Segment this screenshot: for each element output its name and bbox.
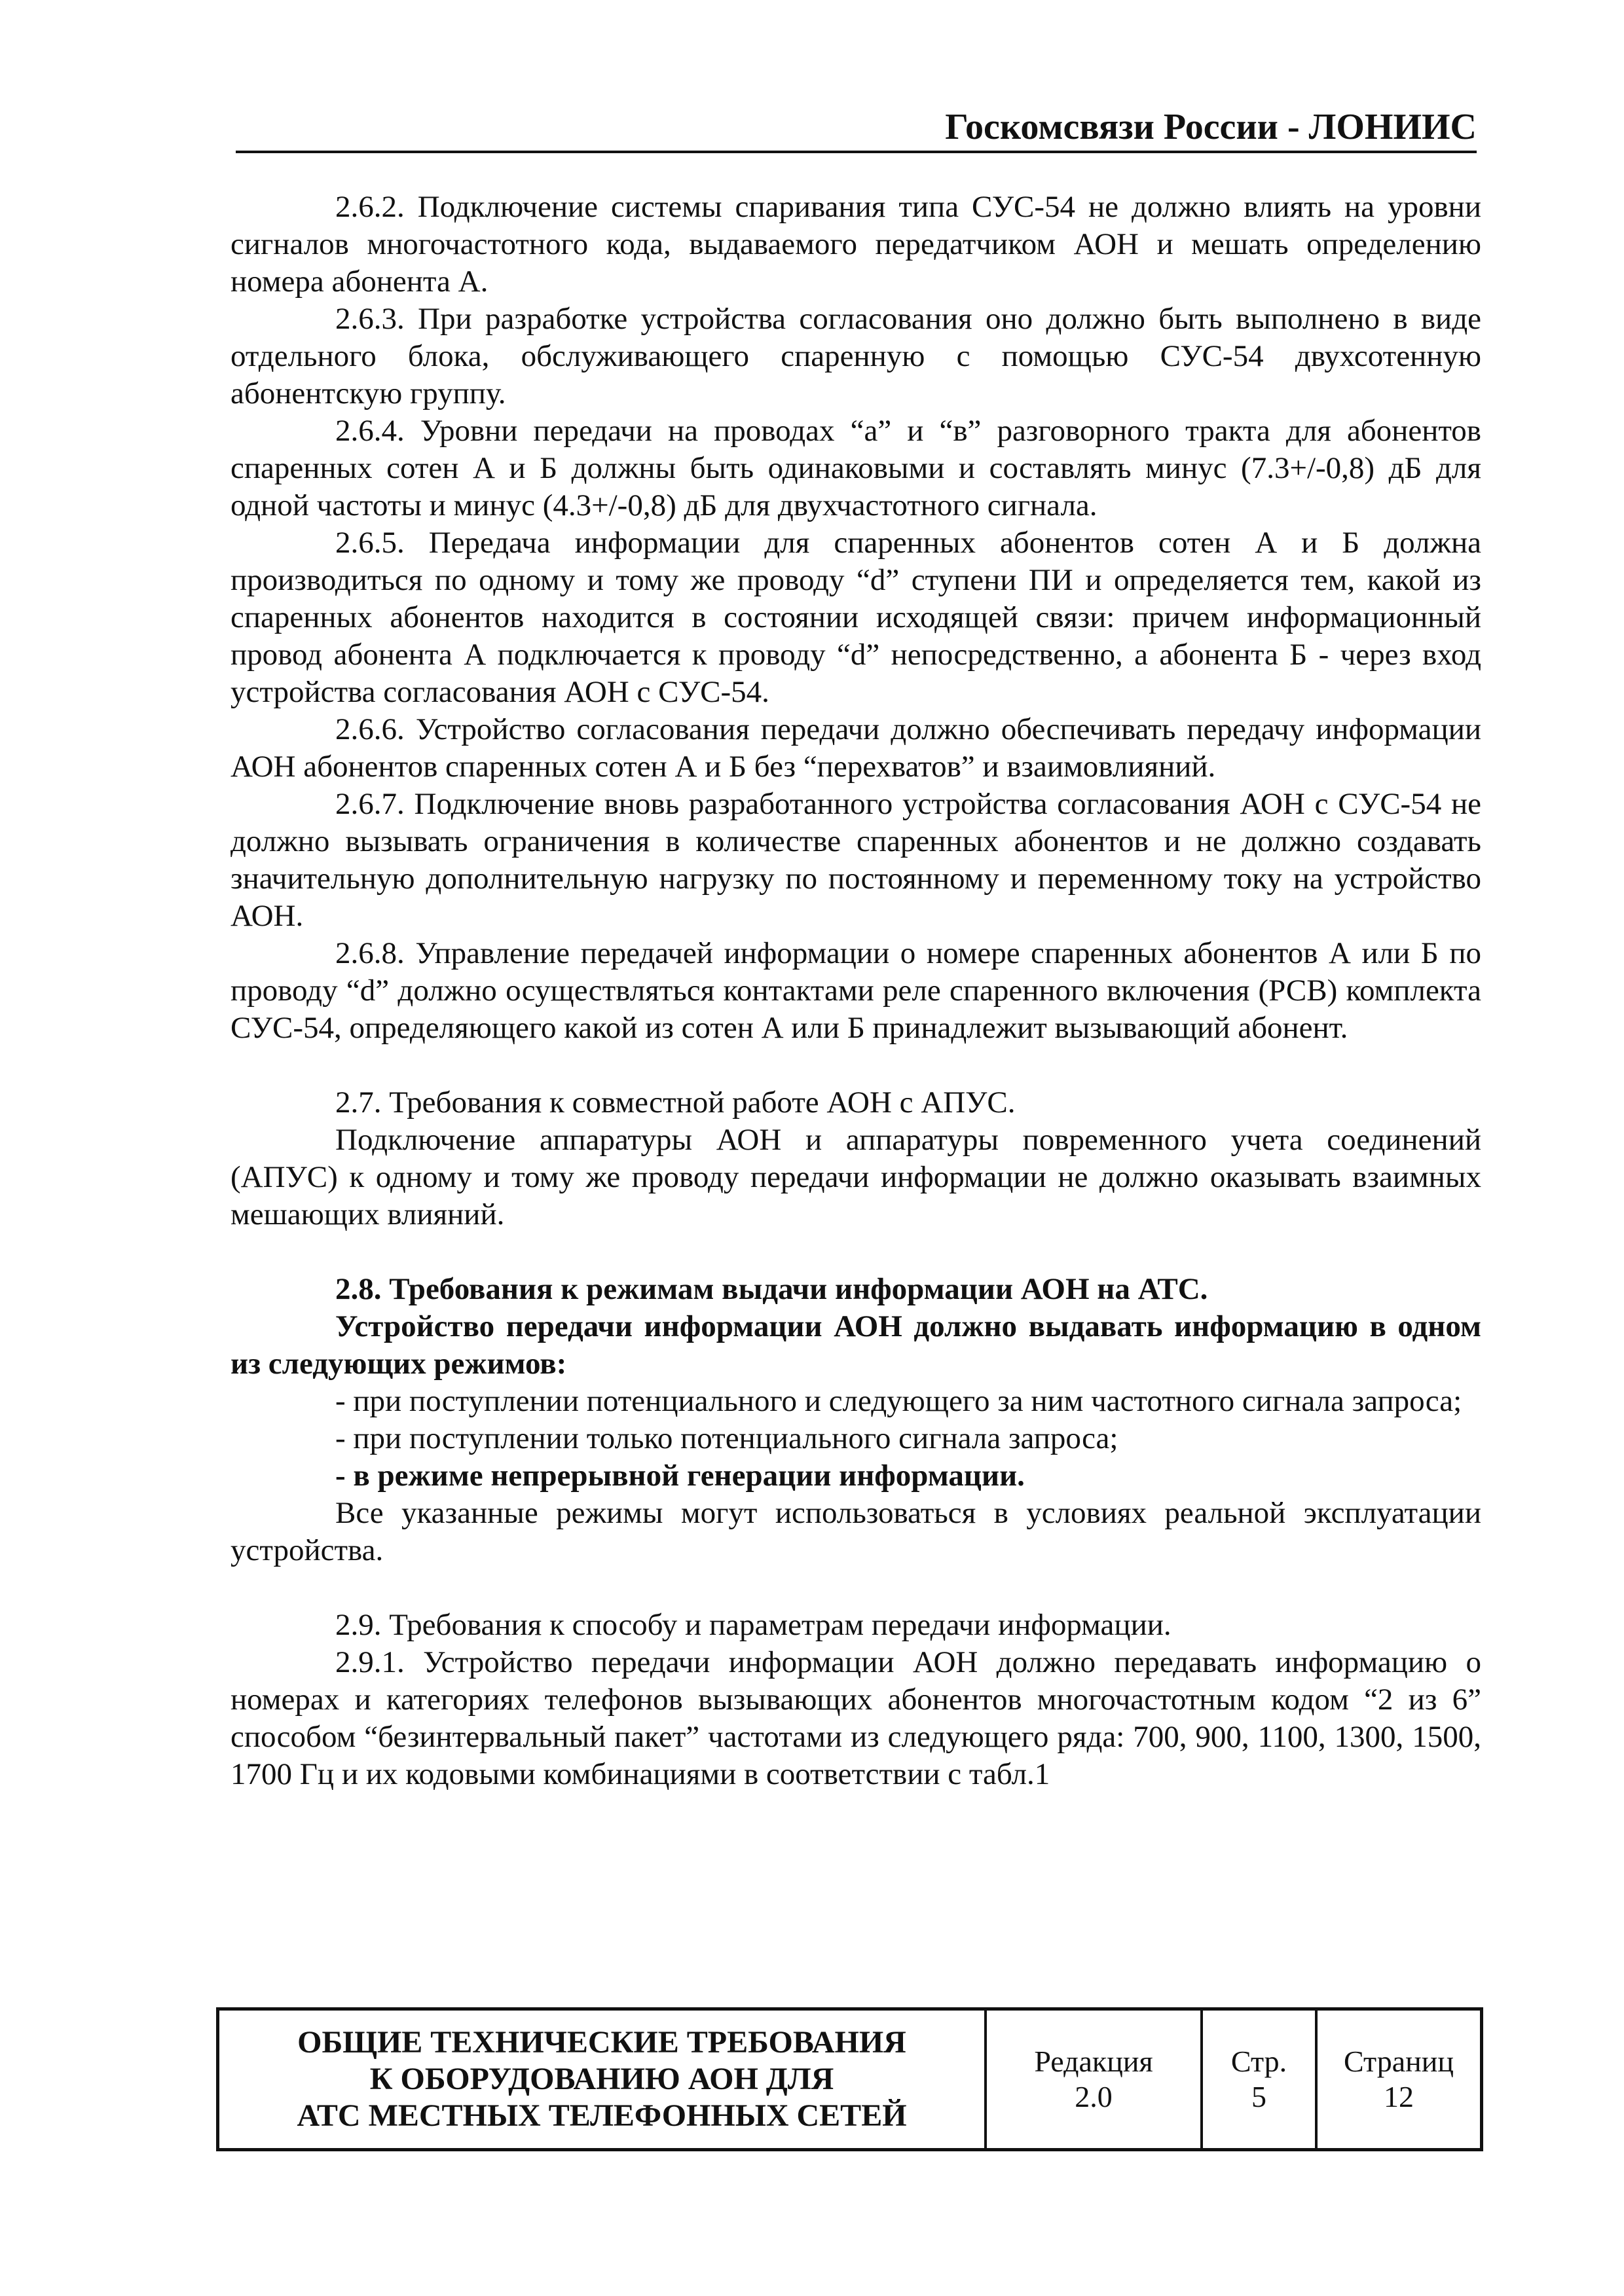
body-paragraph: 2.6.5. Передача информации для спаренных абонентов сотен А и Б должна производиться по одному и тому же проводу “d” ступени ПИ и определяется тем, какой из спаренных абонентов находится в состоянии исходящей связи: причем информационный провод абонента А подключается к проводу “d” непосредственно, а абонента Б - через вход устройства согласования АОН с СУС-54. — [231, 526, 1481, 709]
body-paragraph: 2.6.3. При разработке устройства согласования оно должно быть выполнено в виде отдельного блока, обслуживающего спаренную с помощью СУС-54 двухсотенную абонентскую группу. — [231, 302, 1481, 410]
page-cell — [1202, 2011, 1316, 2148]
document-title-cell — [219, 2011, 986, 2148]
body-paragraph: 2.8. Требования к режимам выдачи информации АОН на АТС. — [335, 1272, 1208, 1306]
document-body — [231, 189, 1481, 1793]
body-paragraph: Все указанные режимы могут использоваться в условиях реальной эксплуатации устройства. — [231, 1496, 1481, 1567]
body-paragraph: - при поступлении только потенциального сигнала запроса; — [335, 1421, 1118, 1455]
edition-value: 2.0 — [1075, 2080, 1113, 2113]
document-title-line-2: К ОБОРУДОВАНИЮ АОН ДЛЯ — [369, 2062, 834, 2096]
page-label: Стр. — [1230, 2045, 1287, 2078]
title-block-table — [219, 2011, 1480, 2148]
paragraph-spacer — [231, 1569, 1481, 1607]
page-number: 5 — [1251, 2080, 1266, 2113]
body-paragraph: 2.6.4. Уровни передачи на проводах “а” и “в” разговорного тракта для абонентов спаренных сотен А и Б должны быть одинаковыми и составлять минус (7.3+/-0,8) дБ для одной частоты и минус (4.3+/-0,8) дБ для двухчастотного сигнала. — [231, 414, 1481, 522]
pages-total: 12 — [1384, 2080, 1414, 2113]
body-paragraph: 2.6.7. Подключение вновь разработанного устройства согласования АОН с СУС-54 не должно вызывать ограничения в количестве спаренных абонентов и не должно создавать значительную дополнительную нагрузку по постоянному и переменному току на устройство АОН. — [231, 787, 1481, 933]
body-paragraph: 2.7. Требования к совместной работе АОН с АПУС. — [335, 1085, 1016, 1120]
paragraph-spacer — [231, 1047, 1481, 1084]
edition-label: Редакция — [1034, 2045, 1153, 2078]
body-paragraph: 2.9.1. Устройство передачи информации АОН должно передавать информацию о номерах и категориях телефонов вызывающих абонентов многочастотным кодом “2 из 6” способом “безинтервальный пакет” частотами из следующего ряда: 700, 900, 1100, 1300, 1500, 1700 Гц и их кодовыми комбинациями в соответствии с табл.1 — [231, 1645, 1481, 1791]
paragraph-spacer — [231, 1233, 1481, 1271]
title-block — [216, 2007, 1483, 2151]
body-paragraph: 2.6.6. Устройство согласования передачи должно обеспечивать передачу информации АОН абонентов спаренных сотен А и Б без “перехватов” и взаимовлияний. — [231, 712, 1481, 784]
body-paragraph: Подключение аппаратуры АОН и аппаратуры повременного учета соединений (АПУС) к одному и тому же проводу передачи информации не должно оказывать взаимных мешающих влияний. — [231, 1123, 1481, 1231]
body-paragraph: 2.6.2. Подключение системы спаривания типа СУС-54 не должно влиять на уровни сигналов многочастотного кода, выдаваемого передатчиком АОН и мешать определению номера абонента А. — [231, 190, 1481, 299]
body-paragraph: Устройство передачи информации АОН должно выдавать информацию в одном из следующих режимов: — [231, 1309, 1481, 1381]
document-header — [236, 106, 1477, 153]
pages-cell — [1316, 2011, 1480, 2148]
edition-cell — [986, 2011, 1202, 2148]
body-paragraph: - при поступлении потенциального и следующего за ним частотного сигнала запроса; — [335, 1384, 1462, 1418]
body-paragraph: 2.6.8. Управление передачей информации о номере спаренных абонентов А или Б по проводу “d” должно осуществляться контактами реле спаренного включения (РСВ) комплекта СУС-54, определяющего какой из сотен А или Б принадлежит вызывающий абонент. — [231, 936, 1481, 1045]
header-organization: Госкомсвязи России - ЛОНИИС — [945, 107, 1477, 147]
body-paragraph: - в режиме непрерывной генерации информации. — [335, 1459, 1025, 1493]
pages-label: Страниц — [1343, 2045, 1454, 2078]
document-title-line-3: АТС МЕСТНЫХ ТЕЛЕФОННЫХ СЕТЕЙ — [297, 2098, 907, 2133]
document-title-line-1: ОБЩИЕ ТЕХНИЧЕСКИЕ ТРЕБОВАНИЯ — [297, 2025, 906, 2060]
body-paragraph: 2.9. Требования к способу и параметрам передачи информации. — [335, 1608, 1172, 1642]
